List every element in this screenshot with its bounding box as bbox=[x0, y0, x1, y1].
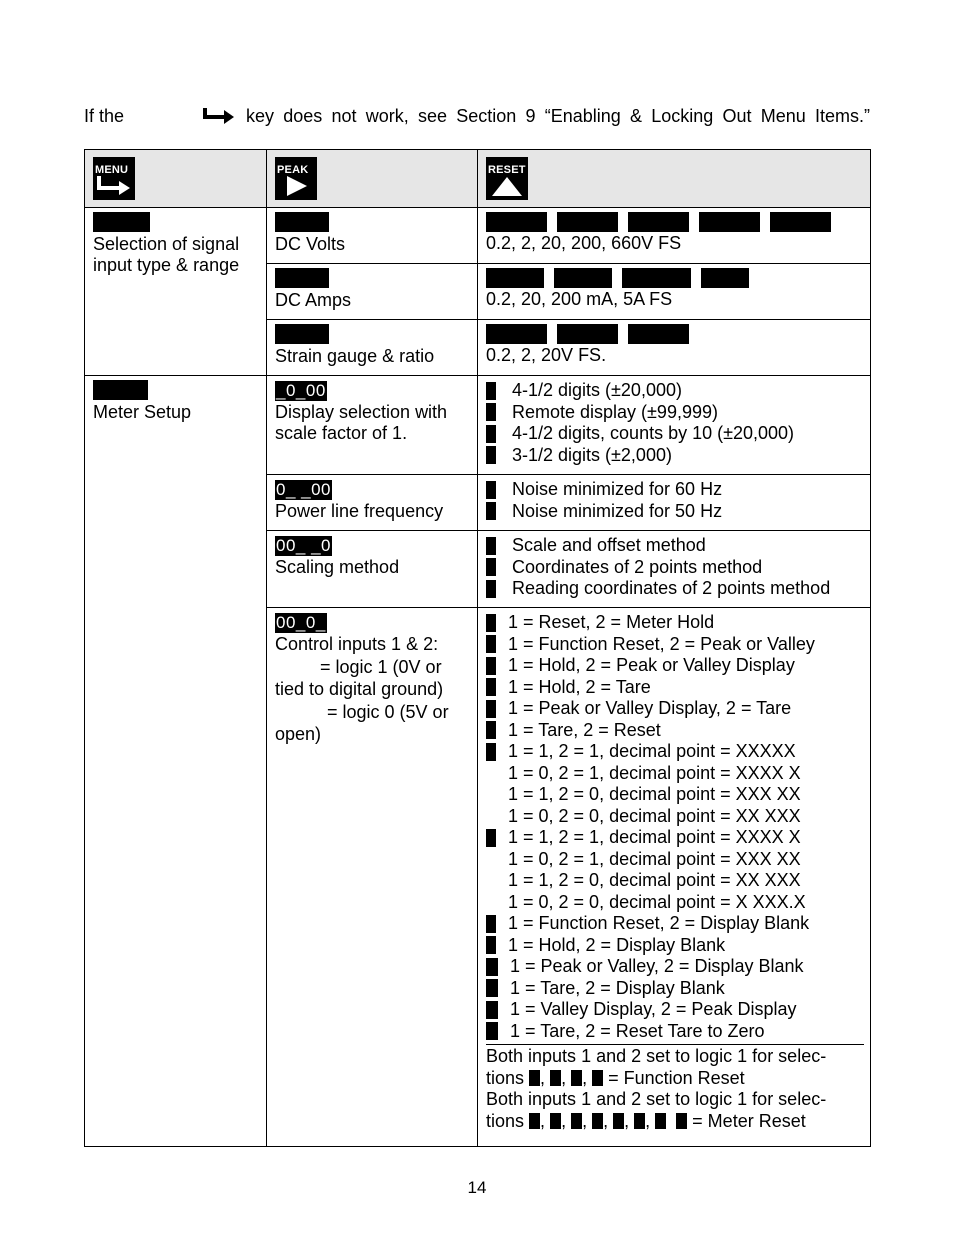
intro-after: key does not work, see Section 9 “Enabling & Locking Out Menu Items.” bbox=[246, 105, 870, 126]
reset-key: RESET bbox=[486, 157, 528, 200]
scaling-method-desc: Scaling method bbox=[275, 556, 400, 577]
control-inputs-row: 00_0_ Control inputs 1 & 2: = logic 1 (0V or tied to digital ground) = logic 0 (5V or open) 1 = Reset, 2 = Meter Hold 1 = Function Reset, 2 = Peak or Valley 1 = Hold, 2 = Peak or Valley Display 1 = Hold, 2 = Tare 1 = Peak or Valley Display, 2 = Tare 1 = Tare, 2 = Reset 1 = 1, 2 = 1, decimal point = XXXXX 1 = 0, 2 = 1, decimal point = XXXX X 1 = 1, 2 = 0, decimal point = XXX XX 1 = 0, 2 = 0, decimal point = XX XXX 1 = 1, 2 = 1, decimal point = XXXX X 1 = 0, 2 = 1, decimal point = XXX XX 1 = 1, 2 = 0, decimal point = XX XXX 1 = 0, 2 = 0, decimal point = X XXX.X 1 = Function Reset, 2 = Display Blank 1 = Hold, 2 = Display Blank 1 = Peak or Valley, 2 = Display Blank 1 = Tare, 2 = Display Blank 1 = Valley Display, 2 = Peak Display 1 = Tare, 2 = Reset Tare to Zero Both inputs 1 and 2 set to logic 1 for selec- tions , , , = Function Reset Both inputs 1 and 2 set to logic 1 for selec- tions , , , , , , = Meter Reset bbox=[85, 608, 871, 1147]
dc-amps-label: DC Amps bbox=[275, 289, 352, 310]
key-header-row bbox=[85, 150, 871, 208]
display-selection-code: _0_00 bbox=[276, 381, 326, 400]
peak-key: PEAK bbox=[275, 157, 317, 200]
input-section-label: Selection of signal input type & range bbox=[93, 233, 240, 275]
menu-key: MENU bbox=[93, 157, 135, 200]
reset-key-cell bbox=[478, 150, 871, 208]
display-options: 4-1/2 digits (±20,000) Remote display (±99,999) 4-1/2 digits, counts by 10 (±20,000) 3-1/2 digits (±2,000) bbox=[478, 376, 871, 475]
menu-arrow-icon bbox=[93, 174, 135, 198]
power-line-desc: Power line frequency bbox=[275, 500, 444, 521]
meter-setup-label: Meter Setup bbox=[93, 401, 192, 422]
page-number: 14 bbox=[467, 1178, 487, 1197]
range-code-blocks bbox=[486, 268, 862, 289]
intro-sentence bbox=[84, 104, 870, 128]
strain-gauge-label: Strain gauge & ratio bbox=[275, 345, 435, 366]
meter-setup-cell bbox=[85, 376, 267, 1147]
display-code-block bbox=[275, 212, 329, 232]
strain-gauge-ranges: 0.2, 2, 20V FS. bbox=[486, 345, 607, 365]
up-triangle-icon bbox=[486, 174, 528, 198]
dc-volts-row bbox=[85, 208, 871, 264]
menu-arrow-icon bbox=[202, 106, 236, 126]
dc-amps-ranges: 0.2, 20, 200 mA, 5A FS bbox=[486, 289, 673, 309]
right-triangle-icon bbox=[275, 174, 317, 198]
display-selection-row bbox=[85, 376, 871, 475]
control-notes: Both inputs 1 and 2 set to logic 1 for selec- tions , , , = Function Reset Both inputs 1 and 2 set to logic 1 for selec- tions , , , , , , = Meter Reset bbox=[486, 1044, 864, 1132]
power-options: Noise minimized for 60 Hz Noise minimized for 50 Hz bbox=[478, 475, 871, 531]
input-section-cell bbox=[85, 208, 267, 376]
display-code-block bbox=[93, 212, 150, 232]
dc-volts-ranges: 0.2, 2, 20, 200, 660V FS bbox=[486, 233, 682, 253]
display-selection-desc: Display selection with scale factor of 1. bbox=[275, 401, 448, 443]
peak-key-cell bbox=[267, 150, 478, 208]
control-inputs-title: Control inputs 1 & 2: bbox=[275, 633, 439, 654]
range-code-blocks bbox=[486, 324, 862, 345]
scaling-options: Scale and offset method Coordinates of 2 points method Reading coordinates of 2 points method bbox=[478, 531, 871, 608]
intro-before: If the bbox=[84, 105, 125, 126]
display-code-block bbox=[275, 324, 329, 344]
menu-table bbox=[84, 149, 871, 1147]
dc-volts-label: DC Volts bbox=[275, 233, 346, 254]
display-code-block bbox=[93, 380, 148, 400]
control-inputs-code: 00_0_ bbox=[276, 613, 326, 632]
control-options: 1 = Reset, 2 = Meter Hold 1 = Function Reset, 2 = Peak or Valley 1 = Hold, 2 = Peak or Valley Display 1 = Hold, 2 = Tare 1 = Peak or Valley Display, 2 = Tare 1 = Tare, 2 = Reset 1 = 1, 2 = 1, decimal point = XXXXX 1 = 0, 2 = 1, decimal point = XXXX X 1 = 1, 2 = 0, decimal point = XXX XX 1 = 0, 2 = 0, decimal point = XX XXX 1 = 1, 2 = 1, decimal point = XXXX X 1 = 0, 2 = 1, decimal point = XXX XX 1 = 1, 2 = 0, decimal point = XX XXX 1 = 0, 2 = 0, decimal point = X XXX.X 1 = Function Reset, 2 = Display Blank 1 = Hold, 2 = Display Blank 1 = Peak or Valley, 2 = Display Blank 1 = Tare, 2 = Display Blank 1 = Valley Display, 2 = Peak Display 1 = Tare, 2 = Reset Tare to Zero Both inputs 1 and 2 set to logic 1 for selec- tions , , , = Function Reset Both inputs 1 and 2 set to logic 1 for selec- tions , , , , , , = Meter Reset bbox=[478, 608, 871, 1147]
menu-key-cell bbox=[85, 150, 267, 208]
scaling-method-code: 00_ _0 bbox=[276, 536, 331, 555]
display-code-block bbox=[275, 268, 329, 288]
range-code-blocks bbox=[486, 212, 862, 233]
power-line-code: 0_ _00 bbox=[276, 480, 331, 499]
